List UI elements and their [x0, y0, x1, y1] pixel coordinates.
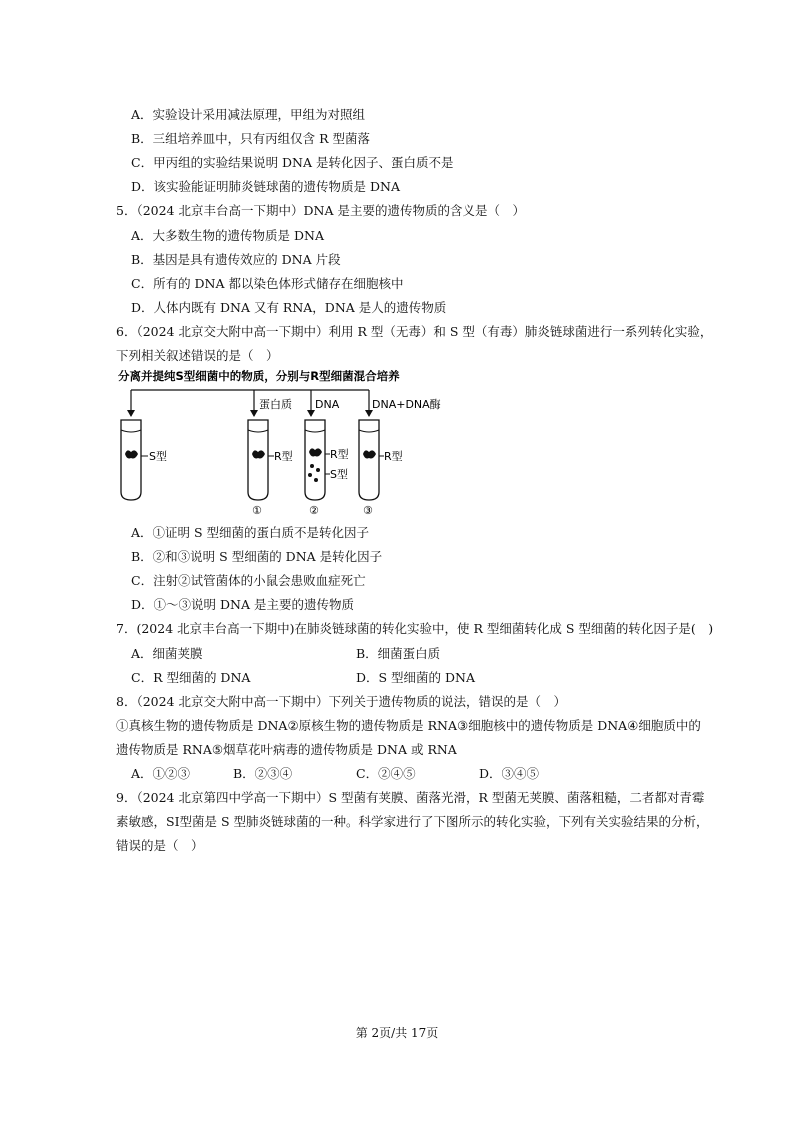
figure-title: 分离并提纯S型细菌中的物质，分别与R型细菌混合培养	[118, 369, 400, 383]
q5-option-d: D．人体内既有 DNA 又有 RNA，DNA 是人的遗传物质	[131, 300, 447, 315]
q8-option-b: B．②③④	[233, 766, 293, 781]
tube3-r-label: R型	[384, 450, 403, 463]
q4-option-a: A．实验设计采用减法原理，甲组为对照组	[131, 107, 366, 122]
q5-option-a: A．大多数生物的遗传物质是 DNA	[131, 228, 324, 243]
label-dna: DNA	[315, 398, 340, 411]
test-tube-3	[359, 420, 403, 517]
test-tube-1	[248, 420, 293, 517]
q8-line2: ①真核生物的遗传物质是 DNA②原核生物的遗传物质是 RNA③细胞核中的遗传物质是 DNA④细胞质中的	[116, 718, 701, 733]
q8-option-d: D．③④⑤	[479, 766, 540, 781]
q6-option-b: B．②和③说明 S 型细菌的 DNA 是转化因子	[131, 549, 383, 564]
q7-option-b: B．细菌蛋白质	[356, 646, 441, 661]
q4-option-c: C．甲丙组的实验结果说明 DNA 是转化因子、蛋白质不是	[131, 155, 454, 170]
q4-option-b: B．三组培养皿中，只有丙组仅含 R 型菌落	[131, 131, 371, 146]
q8-option-a: A．①②③	[131, 766, 191, 781]
figure-arrowheads	[127, 410, 373, 417]
q4-option-d: D．该实验能证明肺炎链球菌的遗传物质是 DNA	[131, 179, 400, 194]
q6-option-c: C．注射②试管菌体的小鼠会患败血症死亡	[131, 573, 366, 588]
q7-option-d: D．S 型细菌的 DNA	[356, 670, 476, 685]
q9-stem-line3: 错误的是（ ）	[116, 838, 204, 853]
tube2-r-label: R型	[330, 448, 349, 461]
figure-svg	[116, 368, 446, 516]
tube-s-label: S型	[149, 450, 167, 463]
q6-option-d: D．①～③说明 DNA 是主要的遗传物质	[131, 597, 354, 612]
q8-line3: 遗传物质是 RNA⑤烟草花叶病毒的遗传物质是 DNA 或 RNA	[116, 742, 457, 757]
transformation-experiment-figure	[116, 368, 446, 516]
q8-stem: 8．（2024 北京交大附中高一下期中）下列关于遗传物质的说法，错误的是（ ）	[116, 694, 566, 709]
q5-option-c: C．所有的 DNA 都以染色体形式储存在细胞核中	[131, 276, 404, 291]
page-number-footer: 第 2页/共 17页	[355, 1026, 439, 1040]
test-tube-s	[121, 420, 167, 500]
q6-stem-line1: 6．（2024 北京交大附中高一下期中）利用 R 型（无毒）和 S 型（有毒）肺炎链球菌进行一系列转化实验，	[116, 324, 713, 339]
label-protein: 蛋白质	[259, 398, 292, 411]
q6-option-a: A．①证明 S 型细菌的蛋白质不是转化因子	[131, 525, 370, 540]
q7-option-a: A．细菌荚膜	[131, 646, 203, 661]
label-dna-enzyme: DNA+DNA酶	[372, 398, 441, 411]
tube2-s-label: S型	[330, 468, 348, 481]
q5-stem: 5．（2024 北京丰台高一下期中）DNA 是主要的遗传物质的含义是（ ）	[116, 203, 525, 218]
q7-stem: 7．(2024 北京丰台高一下期中)在肺炎链球菌的转化实验中，使 R 型细菌转化成 S 型细菌的转化因子是( )	[116, 621, 714, 636]
q5-option-b: B．基因是具有遗传效应的 DNA 片段	[131, 252, 341, 267]
q8-option-c: C．②④⑤	[356, 766, 416, 781]
tube2-number: ②	[309, 504, 319, 517]
q9-stem-line2: 素敏感，SⅠ型菌是 S 型肺炎链球菌的一种。科学家进行了下图所示的转化实验，下列有关实验结果的分析，	[116, 814, 709, 829]
q6-stem-line2: 下列相关叙述错误的是（ ）	[116, 348, 279, 363]
q9-stem-line1: 9．（2024 北京第四中学高一下期中）S 型菌有荚膜、菌落光滑，R 型菌无荚膜、菌落粗糙，二者都对青霉	[116, 790, 705, 805]
tube3-number: ③	[363, 504, 373, 517]
test-tube-2	[305, 420, 349, 517]
q7-option-c: C．R 型细菌的 DNA	[131, 670, 251, 685]
tube1-number: ①	[252, 504, 262, 517]
tube1-r-label: R型	[274, 450, 293, 463]
